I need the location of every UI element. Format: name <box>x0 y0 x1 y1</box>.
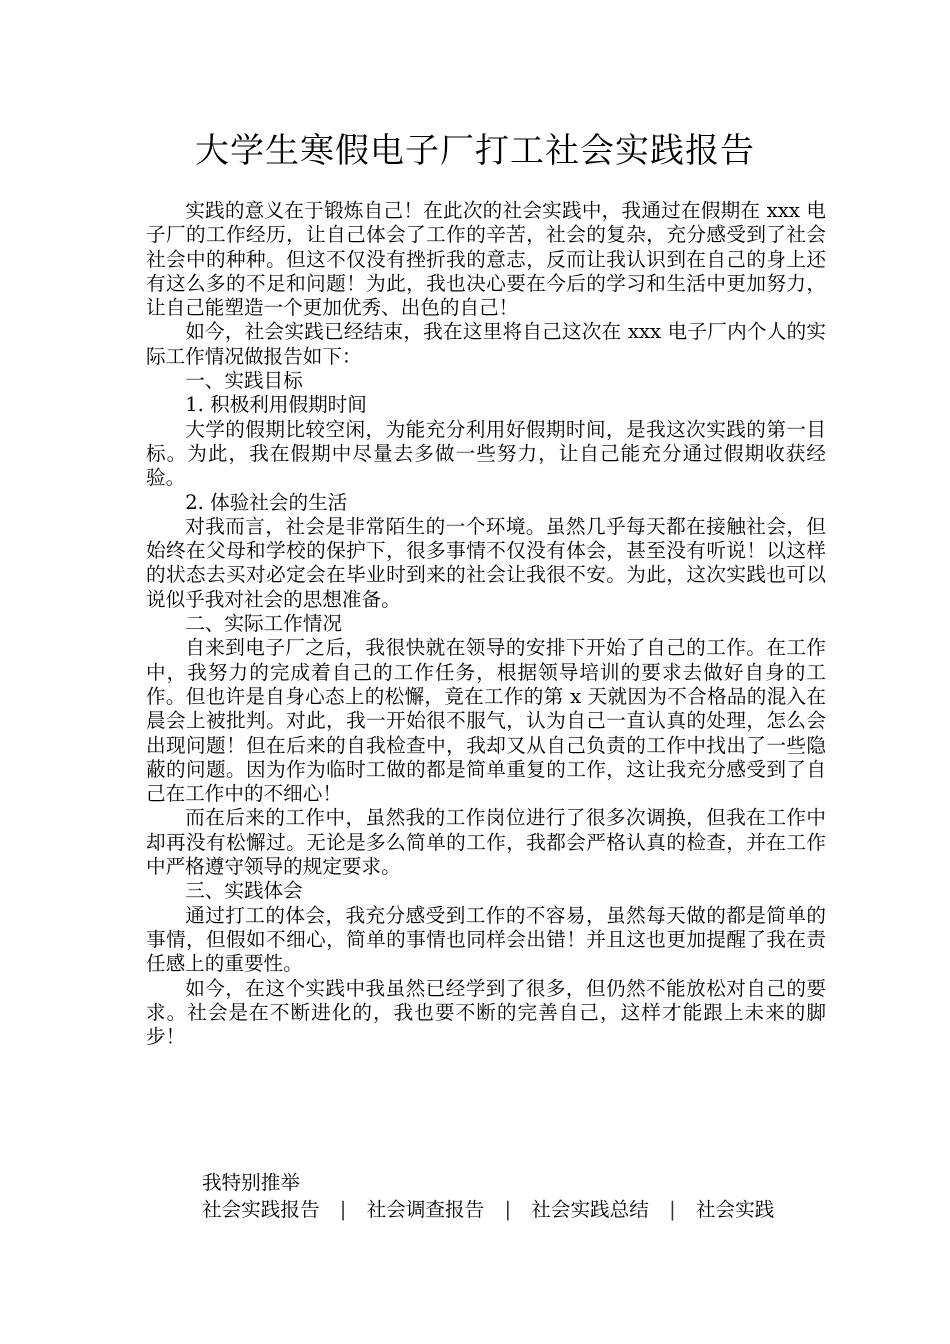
paragraph-experience-society: 对我而言，社会是非常陌生的一个环境。虽然几乎每天都在接触社会，但始终在父母和学校的保护下，很多事情不仅没有体会，甚至没有听说！以这样的状态去买对必定会在毕业时到来的社会让我很不安。为此，这次实践也可以说似乎我对社会的思想准备。 <box>146 514 826 611</box>
paragraph-report-intro: 如今，社会实践已经结束，我在这里将自己这次在 xxx 电子厂内个人的实际工作情况做报告如下： <box>146 320 826 368</box>
link-social-survey-report[interactable]: 社会调查报告 <box>366 1198 485 1221</box>
document-body <box>146 199 826 1049</box>
link-separator: | <box>669 1198 676 1221</box>
recommend-label: 我特别推举 <box>202 1171 300 1194</box>
link-social-practice-report[interactable]: 社会实践报告 <box>202 1198 320 1221</box>
link-separator: | <box>339 1198 347 1221</box>
subheading-use-vacation: 1. 积极利用假期时间 <box>185 393 367 417</box>
link-social-practice[interactable]: 社会实践 <box>695 1198 775 1221</box>
paragraph-reflection-2: 如今，在这个实践中我虽然已经学到了很多，但仍然不能放松对自己的要求。社会是在不断进化的，我也要不断的完善自己，这样才能跟上未来的脚步！ <box>146 976 826 1049</box>
link-separator: | <box>504 1198 512 1221</box>
recommend-links <box>202 1197 774 1223</box>
paragraph-intro: 实践的意义在于锻炼自己！在此次的社会实践中，我通过在假期在 xxx 电子厂的工作经历，让自己体会了工作的辛苦，社会的复杂，充分感受到了社会社会中的种种。但这不仅没有挫折我的意志，反而让我认识到在自己的身上还有这么多的不足和问题！为此，我也决心要在今后的学习和生活中更加努力，让自己能塑造一个更加优秀、出色的自己！ <box>146 199 826 320</box>
paragraph-use-vacation: 大学的假期比较空闲，为能充分利用好假期时间，是我这次实践的第一目标。为此，我在假期中尽量去多做一些努力，让自己能充分通过假期收获经验。 <box>146 417 826 490</box>
paragraph-reflection-1: 通过打工的体会，我充分感受到工作的不容易，虽然每天做的都是简单的事情，但假如不细心，简单的事情也同样会出错！并且这也更加提醒了我在责任感上的重要性。 <box>146 903 826 976</box>
paragraph-work-2: 而在后来的工作中，虽然我的工作岗位进行了很多次调换，但我在工作中却再没有松懈过。无论是多么简单的工作，我都会严格认真的检查，并在工作中严格遵守领导的规定要求。 <box>146 806 826 879</box>
section-heading-reflection: 三、实践体会 <box>185 879 303 903</box>
subheading-experience-society: 2. 体验社会的生活 <box>185 490 348 514</box>
link-social-practice-summary[interactable]: 社会实践总结 <box>531 1198 649 1221</box>
section-heading-goals: 一、实践目标 <box>185 369 303 393</box>
paragraph-work-1: 自来到电子厂之后，我很快就在领导的安排下开始了自己的工作。在工作中，我努力的完成着自己的工作任务，根据领导培训的要求去做好自身的工作。但也许是自身心态上的松懈，竟在工作的第 x 天就因为不合格品的混入在晨会上被批判。对此，我一开始很不服气，认为自己一直认真的处理，怎么会出现问题！但在后来的自我检查中，我却又从自己负责的工作中找出了一些隐蔽的问题。因为作为临时工做的都是简单重复的工作，这让我充分感受到了自己在工作中的不细心！ <box>146 636 826 806</box>
document-title: 大学生寒假电子厂打工社会实践报告 <box>195 131 755 171</box>
section-heading-work: 二、实际工作情况 <box>185 612 342 636</box>
